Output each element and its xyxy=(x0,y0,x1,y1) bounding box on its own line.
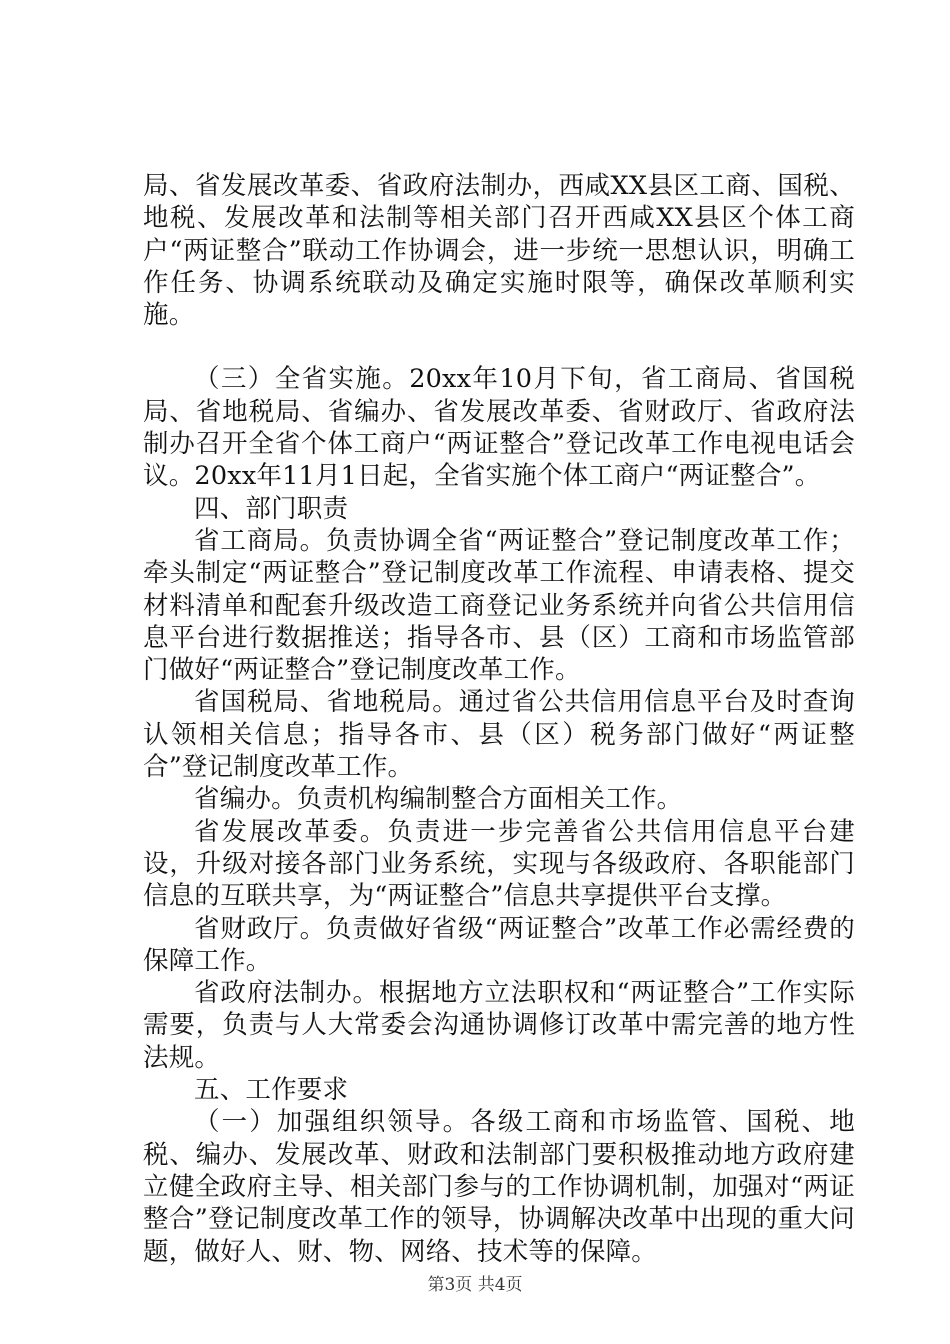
paragraph-legal-affairs-office: 省政府法制办。根据地方立法职权和“两证整合”工作实际需要，负责与人大常委会沟通协调修订改革中需完善的地方性法规。 xyxy=(143,978,855,1073)
section-heading-department-duties: 四、部门职责 xyxy=(194,493,349,524)
paragraph-development-reform-commission: 省发展改革委。负责进一步完善省公共信用信息平台建设，升级对接各部门业务系统，实现与各级政府、各职能部门信息的互联共享，为“两证整合”信息共享提供平台支撑。 xyxy=(143,816,855,912)
paragraph-industry-commerce-bureau: 省工商局。负责协调全省“两证整合”登记制度改革工作；牵头制定“两证整合”登记制度改革工作流程、申请表格、提交材料清单和配套升级改造工商登记业务系统并向省公共信用信息平台进行数据推送；指导各市、县（区）工商和市场监管部门做好“两证整合”登记制度改革工作。 xyxy=(143,525,855,686)
paragraph-tax-bureaus: 省国税局、省地税局。通过省公共信用信息平台及时查询认领相关信息；指导各市、县（区）税务部门做好“两证整合”登记制度改革工作。 xyxy=(143,687,855,783)
paragraph-staffing-office: 省编办。负责机构编制整合方面相关工作。 xyxy=(194,784,683,815)
section-heading-work-requirements: 五、工作要求 xyxy=(194,1075,349,1106)
document-body xyxy=(143,170,855,1268)
paragraph-province-implementation: （三）全省实施。20xx年10月下旬，省工商局、省国税局、省地税局、省编办、省发展改革委、省财政厅、省政府法制办召开全省个体工商户“两证整合”登记改革工作电视电话会议。20xx年11月1日起，全省实施个体工商户“两证整合”。 xyxy=(143,364,855,492)
paragraph-continuation: 局、省发展改革委、省政府法制办，西咸XX县区工商、国税、地税、发展改革和法制等相关部门召开西咸XX县区个体工商户“两证整合”联动工作协调会，进一步统一思想认识，明确工作任务、协调系统联动及确定实施时限等，确保改革顺利实施。 xyxy=(143,171,855,331)
page-number-footer: 第3页 共4页 xyxy=(427,1275,523,1295)
paragraph-strengthen-leadership: （一）加强组织领导。各级工商和市场监管、国税、地税、编办、发展改革、财政和法制部门要积极推动地方政府建立健全政府主导、相关部门参与的工作协调机制，加强对“两证整合”登记制度改革工作的领导，协调解决改革中出现的重大问题，做好人、财、物、网络、技术等的保障。 xyxy=(143,1107,855,1267)
paragraph-finance-department: 省财政厅。负责做好省级“两证整合”改革工作必需经费的保障工作。 xyxy=(143,913,855,976)
